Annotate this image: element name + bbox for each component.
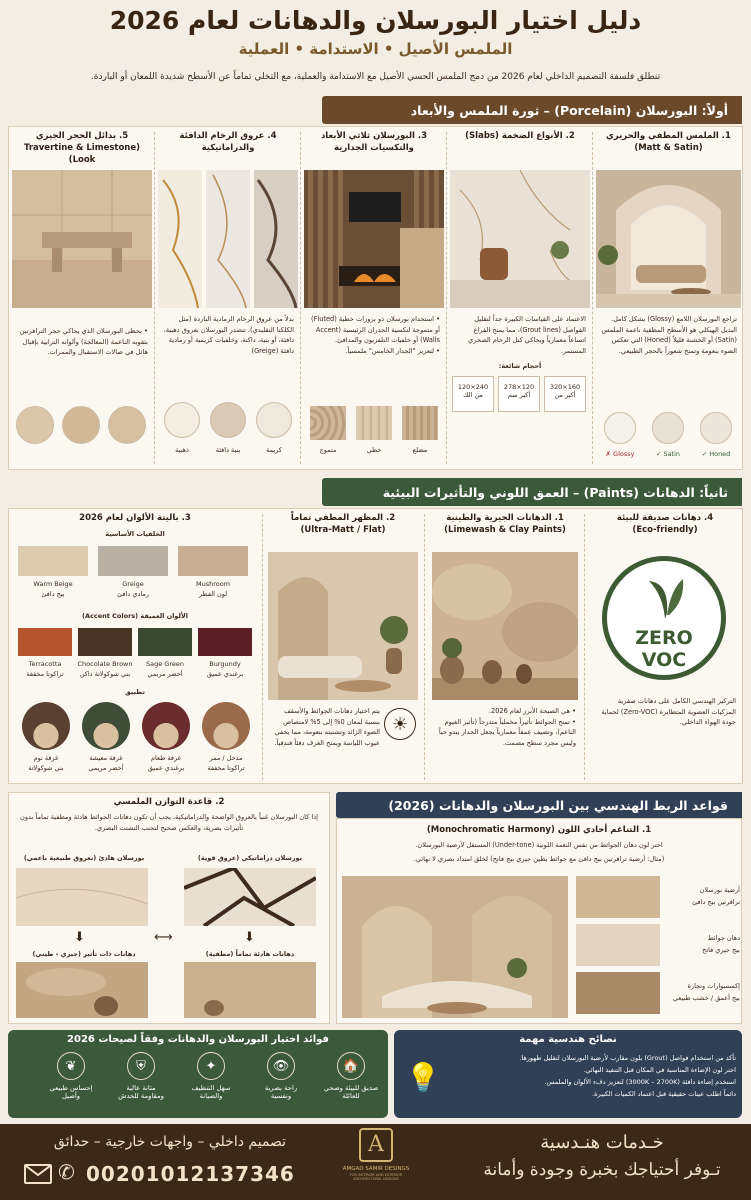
room-label: غرفة نوم: [33, 754, 59, 762]
tip-item: دائماً اطلب عينات حقيقية قبل اعتماد الكميات الكبيرة.: [592, 1090, 736, 1098]
page-subtitle: الملمس الأصيل • الاستدامة • العملية: [238, 40, 513, 58]
color-name-en: Terracotta: [28, 660, 62, 668]
porcelain-col-matt: [596, 130, 741, 466]
intro-text: تنطلق فلسفة التصميم الداخلي لعام 2026 من دمج الملمس الحسي الأصيل مع الاستدامة والعملية، مع التخلي تماماً عن الأسطح شديدة اللمعان أو الباردة.: [90, 72, 661, 82]
sample-label: بنية دافئة: [215, 446, 241, 454]
col-title: 1. الدهانات الجيرية والطينية: [446, 513, 564, 523]
travertine-swatch: [62, 406, 100, 444]
col-title: 4. دهانات صديقة للبيئة: [616, 513, 714, 523]
col-subtitle: (Eco-friendly): [632, 525, 698, 535]
arrow-both-icon: ⟷: [154, 930, 173, 945]
col-subtitle: (Travertine & Limestone Look): [23, 143, 141, 165]
col-subtitle: (Ultra-Matt / Flat): [300, 525, 386, 535]
col-title: 4. عروق الرخام الدافئة والدراماتيكية: [179, 131, 277, 153]
paints-heading: ثانياً: الدهانات (Paints) – العمق اللوني والتأثيرات البيئية: [322, 478, 742, 506]
col-title: 3. البورسلان ثلاثي الأبعاد: [320, 131, 428, 141]
mono-swatch-sublabel: ترافرتين بيج دافئ: [692, 898, 740, 906]
palette-column: [12, 512, 258, 782]
balance-text: إذا كان البورسلان غنياً بالعروق الواضحة والدراماتيكية، يجب أن تكون دهانات الجوائط هادئة ومطفية تماماً بدون تأثيرات بصرية، والعكس صحيح لتجنب التشتت البصري.: [20, 813, 318, 832]
color-name-en: Warm Beige: [33, 580, 73, 588]
color-name-ar: لون الفطر: [198, 590, 228, 598]
benefit-sublabel: للعائلة: [342, 1092, 360, 1100]
wavy-sample: [310, 406, 346, 440]
room-label: مدخل / ممر: [209, 754, 243, 762]
divider: [262, 514, 263, 780]
mono-example: (مثال: أرضية ترافرتين بيج دافئ مع جوائط بطين جيري بيج فاتح) لخلق امتداد بصري لا نهائي.: [413, 855, 665, 863]
porcelain-col-travertine: [12, 130, 152, 466]
porcelain-col-3d: [304, 130, 444, 466]
mono-title: 1. التناغم أحادي اللون (Monochromatic Harmony): [426, 825, 652, 835]
room-color-label: بني شوكولاتة: [28, 764, 64, 772]
base-color-swatch: [18, 546, 88, 576]
benefit-item: [108, 1052, 174, 1100]
col-title: 2. الأنواع الضخمة (Slabs): [465, 131, 575, 141]
base-colors-title: الخلفيات الأساسية: [105, 530, 165, 538]
size-chip: 240×120 من الك: [452, 376, 494, 412]
benefit-label: سهل التنظيف: [191, 1084, 231, 1092]
benefit-label: متانة عالية: [126, 1084, 156, 1092]
slabs-text: الاعتماد على القياسات الكبيرة جداً لتقليل الفواصل (Grout lines)، مما يمنح الفراغ اتساعاً معمارياً ويحاكي كتل الرخام الصخري المستمر.: [468, 315, 586, 355]
sample-label: كريمة: [266, 446, 282, 454]
ultramatt-text: يتم اختيار دهانات الجوائط والأسقف بنسبة لمعان 0% إلى 5% لامتصاص الضوء الزائد وتشتيته بنعومة، مما يخفي عيوب اللياسة ويمنح الغرف دفئاً فندقياً.: [274, 707, 380, 747]
effect-paint-image: [16, 962, 148, 1018]
phone-number[interactable]: 00201012137346: [86, 1162, 295, 1186]
tip-item: تأكد من استخدام فواصل (Grout) بلون مقارب لأرضية البورسلان لتقليل ظهورها.: [519, 1054, 736, 1062]
benefit-item: [38, 1052, 104, 1100]
color-name-en: Burgundy: [209, 660, 241, 668]
color-name-en: Greige: [122, 580, 144, 588]
calm-paint-label: دهانات هادئة تماماً (مطفية): [205, 950, 295, 958]
tips-heading: نصائح هندسية مهمة: [519, 1034, 617, 1045]
divider: [300, 132, 301, 464]
linear-sample: [356, 406, 392, 440]
tip-item: اختر لون الإضاءة المناسبة في المكان قبل التنفيذ النهائي.: [583, 1066, 736, 1074]
col-title: 3. باليتة الألوان لعام 2026: [79, 513, 191, 523]
divider: [592, 132, 593, 464]
satin-swatch: [652, 412, 684, 444]
sparkle-icon: ✦: [197, 1052, 225, 1080]
badge-text: ZERO: [635, 627, 693, 649]
glossy-label: Glossy ✗: [605, 450, 635, 458]
rules-heading: قواعد الربط الهندسي بين البورسلان والدهانات (2026): [336, 792, 742, 818]
base-color-swatch: [178, 546, 248, 576]
col-title: 1. الملمس المطفي والحريري: [606, 131, 731, 141]
divider: [424, 514, 425, 780]
sample-label: مضلع: [412, 446, 428, 454]
mono-swatch-label: أرضية بورسلان: [699, 886, 740, 894]
benefit-label: صديق للبيئة وصحي: [323, 1084, 379, 1092]
color-name-ar: برغندي عميق: [206, 670, 244, 678]
accent-color-swatch: [18, 628, 72, 656]
services-tagline: تـوفر أحتياجك بخبرة وجودة وأمانة: [483, 1160, 721, 1180]
apply-title: تطبيق: [125, 688, 145, 696]
leaves-icon: [645, 575, 685, 619]
badge-text: VOC: [641, 649, 687, 671]
sun-icon: ☀: [384, 708, 416, 740]
travertine-text: • يحظى البورسلان الذي يحاكي حجر الترافرتين بثقوبه الناعمة (المعالجة) وألوانه الترابية بإقبال هائل في صالات الاستقبال والممرات.: [19, 327, 148, 356]
color-name-en: Sage Green: [146, 660, 184, 668]
email-icon[interactable]: [24, 1164, 52, 1184]
eco-text: التركيز الهندسي الكامل على دهانات صفرية المركبات العضوية المتطايرة (Zero-VOC) لحماية جودة الهواء الداخلي.: [601, 697, 736, 726]
benefit-sublabel: ونفسية: [270, 1092, 292, 1100]
room-color-label: برغندي عميق: [147, 764, 185, 772]
benefit-item: [178, 1052, 244, 1100]
benefit-item: [248, 1052, 314, 1100]
leaf-icon: ❦: [57, 1052, 85, 1080]
color-name-en: Chocolate Brown: [77, 660, 133, 668]
sample-label: متموج: [319, 446, 337, 454]
color-name-ar: تراكوتا مخففة: [26, 670, 64, 678]
color-name-ar: بيج دافئ: [41, 590, 65, 598]
accent-colors-title: الألوان العميقة (Accent Colors): [82, 612, 188, 620]
room-label: غرفة معيشة: [89, 754, 123, 762]
room-color-label: أخضر مريمي: [88, 764, 124, 772]
company-logo: [340, 1128, 412, 1196]
satin-label: Satin ✓: [655, 450, 681, 458]
size-chip: 120×278 أكبر سم: [498, 376, 540, 412]
lightbulb-icon: 💡: [405, 1060, 441, 1094]
room-example-circle: [142, 702, 190, 750]
size-chip: 160×320 أكبر من: [544, 376, 586, 412]
mono-swatch-sublabel: بيج أعمق / خشب طبيعي: [672, 994, 740, 1002]
3d-text: • استخدام بورسلان ذو بروزات خطية (Fluted) أو متموجة لتكسية الجدران الرئيسية (Accent Walls) أو خلفيات التلفزيون والمدافئ. • لتعزيز "الجدار الخامس" ملمسياً.: [311, 315, 440, 355]
calm-marble-image: [16, 868, 148, 926]
marble-slabs-image: [158, 170, 298, 308]
logo-name: AMGAD SAMIR DESINGS: [342, 1166, 410, 1172]
page-title: دليل اختيار البورسلان والدهانات لعام 2026: [109, 6, 642, 35]
col-subtitle: والتكسيات الجدارية: [334, 143, 414, 153]
services-title: خـدمات هنـدسية: [540, 1132, 664, 1153]
color-name-ar: أخضر مريمي: [147, 670, 183, 678]
benefit-sublabel: والصيانة: [199, 1092, 223, 1100]
arrow-down-icon: ⬇: [74, 930, 85, 945]
mono-swatch-label: إكسسوارات ونجارة: [687, 982, 740, 990]
accent-color-swatch: [198, 628, 252, 656]
calm-paint-image: [184, 962, 316, 1018]
shield-icon: ⛨: [127, 1052, 155, 1080]
limewash-text: • هي الصيحة الأبرز لعام 2026. • تمنح الجوائط تأثيراً مخملياً متدرجاً (تأثير الغيوم الناعم)، وتضيف عمقاً معمارياً يجعل الجدار يبدو حياً وليس مجرد سطح مصمت.: [438, 707, 576, 747]
benefit-sublabel: ومقاومة للخدش: [118, 1092, 164, 1100]
room-example-circle: [202, 702, 250, 750]
benefit-sublabel: وأصيل: [61, 1092, 81, 1100]
room-label: غرفة طعام: [151, 754, 181, 762]
divider: [584, 514, 585, 780]
travertine-swatch: [16, 406, 54, 444]
marble-text: بدلاً من عروق الرخام الرمادية الباردة (مثل الكلكتا التقليدي)، تتصدر البورسلان بعروق ذهبية، دافئة، أو بنية، داكنة، وخلفيات كريمية أو رمادية دافئة (Greige): [163, 315, 294, 355]
accent-color-swatch: [78, 628, 132, 656]
effect-paint-label: دهانات ذات تأثير (جيري - طيني): [32, 950, 136, 958]
eye-icon: 👁: [267, 1052, 295, 1080]
room-color-label: تراكوتا مخففة: [207, 764, 245, 772]
zero-voc-badge: [602, 556, 726, 680]
sample-label: ذهبية: [175, 446, 189, 454]
mono-swatch-sublabel: بيج جيري فاتح: [702, 946, 740, 954]
honed-swatch: [700, 412, 732, 444]
logo-sub: FOR INTERIOR AND EXTERIOR ARCHITECTURAL DESIGNS: [349, 1173, 403, 1181]
porcelain-col-marble: [158, 130, 298, 466]
base-color-swatch: [98, 546, 168, 576]
accent-color-swatch: [138, 628, 192, 656]
benefits-heading: فوائد اختيار البورسلان والدهانات وفقاً لصيحات 2026: [67, 1034, 329, 1045]
col-subtitle: (Limewash & Clay Paints): [444, 525, 566, 535]
dramatic-marble-image: [184, 868, 316, 926]
mono-swatch: [576, 924, 660, 966]
phone-icon[interactable]: ✆: [58, 1160, 75, 1184]
travertine-image: [12, 170, 152, 308]
porcelain-col-slabs: [450, 130, 590, 466]
gold-marble-swatch: [164, 402, 200, 438]
divider: [154, 132, 155, 464]
logo-letter: A: [359, 1128, 393, 1162]
ribbed-sample: [402, 406, 438, 440]
limewash-column: [430, 512, 580, 782]
room-example-circle: [82, 702, 130, 750]
mono-swatch-label: دهان جوائط: [707, 934, 740, 942]
mono-swatch: [576, 876, 660, 918]
balance-title: 2. قاعدة التوازن الملمسي: [113, 797, 225, 807]
mono-swatch: [576, 972, 660, 1014]
matt-text: تراجع البورسلان اللامع (Glossy) بشكل كامل. البديل الهيكلي هو الأسطح المطفية ناعمة الملمس (Satin) أو الخشنة قليلاً (Honed) التي تعكس الضوء بنعومة وتمنح شعوراً بالحجر الطبيعي.: [601, 315, 737, 355]
mono-text: اختر لون دهان الجوائط من نفس النغمة اللونية (Under-tone) المستقل لأرضية البورسلان.: [415, 841, 663, 849]
matt-living-room-image: [596, 170, 741, 308]
drama-porcelain-label: بورسلان دراماتيكي (عروق قوية): [197, 854, 303, 862]
color-name-en: Mushroom: [195, 580, 231, 588]
arrow-down-icon: ⬇: [244, 930, 255, 945]
tip-item: استخدم إضاءة دافئة (3000K – 2700K) لتعزيز دفء الألوان والملمس.: [544, 1078, 736, 1086]
ultramatt-room-image: [268, 552, 418, 700]
benefit-item: [318, 1052, 384, 1100]
cream-marble-swatch: [256, 402, 292, 438]
fluted-wall-image: [304, 170, 444, 308]
sizes-title: أحجام شائعة:: [498, 362, 542, 370]
col-title: 5. بدائل الحجر الجيري: [35, 131, 129, 141]
slabs-image: [450, 170, 590, 308]
col-title: 2. المظهر المطفي تماماً: [290, 513, 396, 523]
home-eco-icon: 🏠: [337, 1052, 365, 1080]
room-example-circle: [22, 702, 70, 750]
benefit-label: راحة بصرية: [264, 1084, 298, 1092]
col-subtitle: (Matt & Satin): [634, 143, 703, 153]
porcelain-heading: أولاً: البورسلان (Porcelain) – ثورة الملمس والأبعاد: [322, 96, 742, 124]
divider: [446, 132, 447, 464]
honed-label: Honed ✓: [701, 450, 731, 458]
limewash-wall-image: [432, 552, 578, 700]
services-scope: تصميم داخلي – واجهات خارجية – حدائق: [53, 1134, 287, 1150]
ultramatt-column: [266, 512, 420, 782]
glossy-swatch: [604, 412, 636, 444]
brown-marble-swatch: [210, 402, 246, 438]
color-name-ar: بني شوكولاتة داكن: [79, 670, 131, 678]
mono-living-room-image: [342, 876, 568, 1018]
eco-paint-column: [590, 512, 740, 782]
sample-label: خطي: [366, 446, 382, 454]
travertine-swatch: [108, 406, 146, 444]
benefit-label: إحساس طبيعي: [49, 1084, 93, 1092]
calm-porcelain-label: بورسلان هادئ (نعروق طبيعية ناعمي): [23, 854, 145, 862]
color-name-ar: رمادي دافئ: [117, 590, 149, 598]
